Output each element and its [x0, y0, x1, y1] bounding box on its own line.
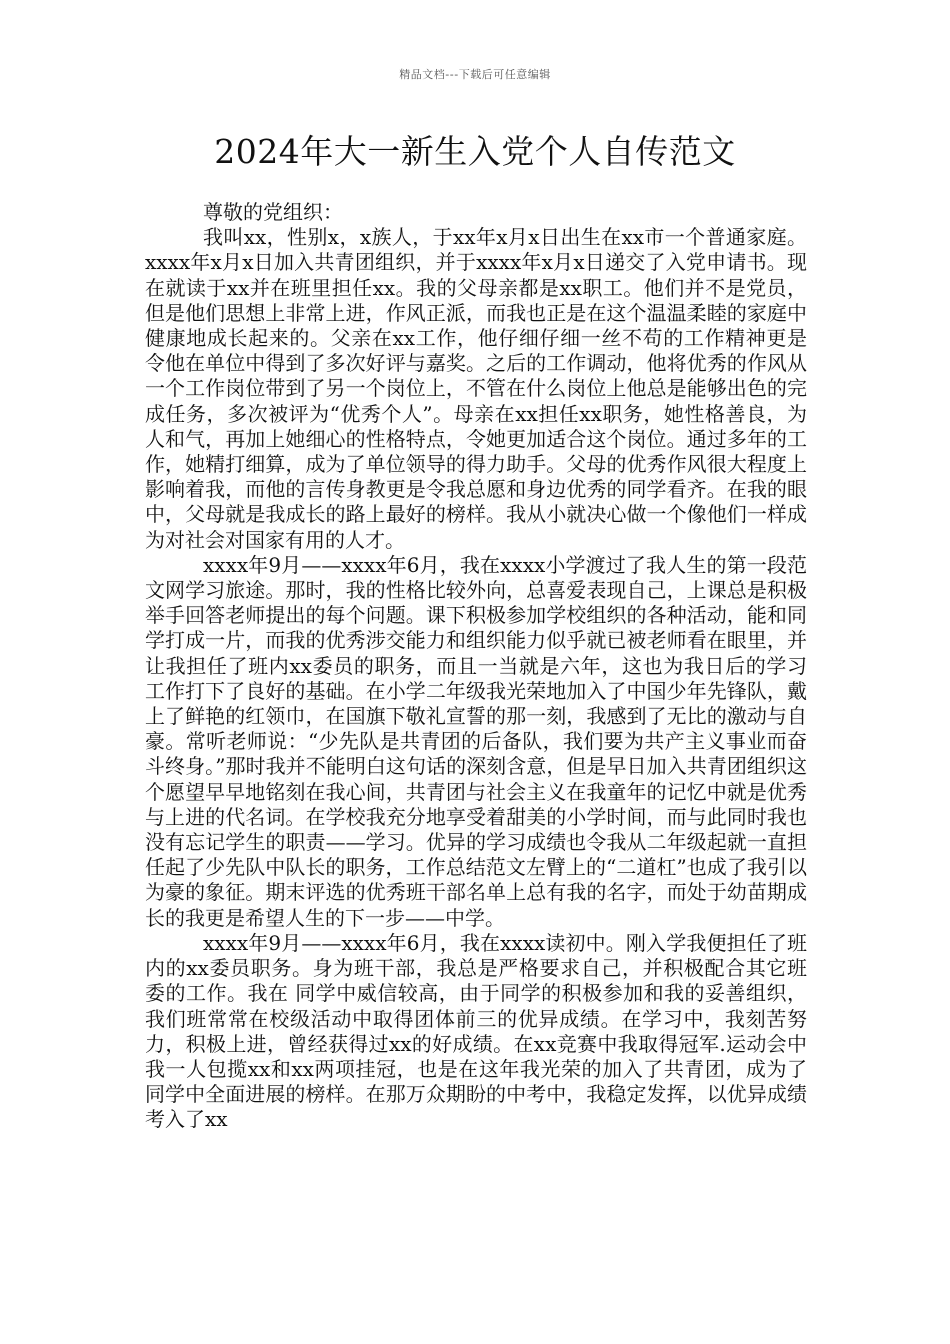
salutation: 尊敬的党组织：: [203, 200, 343, 224]
paragraph-middle-school: xxxx年9月——xxxx年6月，我在xxxx读初中。刚入学我便担任了班内的xx委员职务。身为班干部，我总是严格要求自己，并积极配合其它班委的工作。我在 同学中威信较高，由于同学的积极参加和我的妥善组织，我们班常常在校级活动中取得团体前三的优异成绩。在学习中，我刻苦努力，积极上进，曾经获得过xx的好成绩。在xx竞赛中我取得冠军.运动会中我一人包揽xx和xx两项挂冠，也是在这年我光荣的加入了共青团，成为了同学中全面进展的榜样。在那万众期盼的中考中，我稳定发挥，以优异成绩考入了xx: [145, 930, 807, 1132]
paragraph-family: 我叫xx，性别x，x族人，于xx年x月x日出生在xx市一个普通家庭。xxxx年x月x日加入共青团组织，并于xxxx年x月x日递交了入党申请书。现在就读于xx并在班里担任xx。我的父母亲都是xx职工。他们并不是党员，但是他们思想上非常上进，作风正派，而我也正是在这个温温柔睦的家庭中健康地成长起来的。父亲在xx工作，他仔细仔细一丝不苟的工作精神更是令他在单位中得到了多次好评与嘉奖。之后的工作调动，他将优秀的作风从一个工作岗位带到了另一个岗位上，不管在什么岗位上他总是能够出色的完成任务，多次被评为“优秀个人”。母亲在xx担任xx职务，她性格善良，为人和气，再加上她细心的性格特点，令她更加适合这个岗位。通过多年的工作，她精打细算，成为了单位领导的得力助手。父母的优秀作风很大程度上影响着我，而他的言传身教更是令我总愿和身边优秀的同学看齐。在我的眼中，父母就是我成长的路上最好的榜样。我从小就决心做一个像他们一样成为对社会对国家有用的人才。: [145, 225, 807, 552]
header-note: 精品文档---下载后可任意编辑: [399, 68, 551, 81]
document-body: [145, 200, 807, 1133]
document-title: 2024年大一新生入党个人自传范文: [214, 132, 736, 171]
paragraph-primary-school: xxxx年9月——xxxx年6月，我在xxxx小学渡过了我人生的第一段范文网学习旅途。那时，我的性格比较外向，总喜爱表现自己，上课总是积极举手回答老师提出的每个问题。课下积极参加学校组织的各种活动，能和同学打成一片，而我的优秀涉交能力和组织能力似乎就已被老师看在眼里，并让我担任了班内xx委员的职务，而且一当就是六年，这也为我日后的学习工作打下了良好的基础。在小学二年级我光荣地加入了中国少年先锋队，戴上了鲜艳的红领巾，在国旗下敬礼宣誓的那一刻，我感到了无比的激动与自豪。常听老师说：“少先队是共青团的后备队，我们要为共产主义事业而奋斗终身。”那时我并不能明白这句话的深刻含意，但是早日加入共青团组织这个愿望早早地铭刻在我心间，共青团与社会主义在我童年的记忆中就是优秀与上进的代名词。在学校我充分地享受着甜美的小学时间，而与此同时我也没有忘记学生的职责——学习。优异的学习成绩也令我从二年级起就一直担任起了少先队中队长的职务，工作总结范文左臂上的“二道杠”也成了我引以为豪的象征。期末评选的优秀班干部名单上总有我的名字，而处于幼苗期成长的我更是希望人生的下一步——中学。: [145, 552, 807, 930]
